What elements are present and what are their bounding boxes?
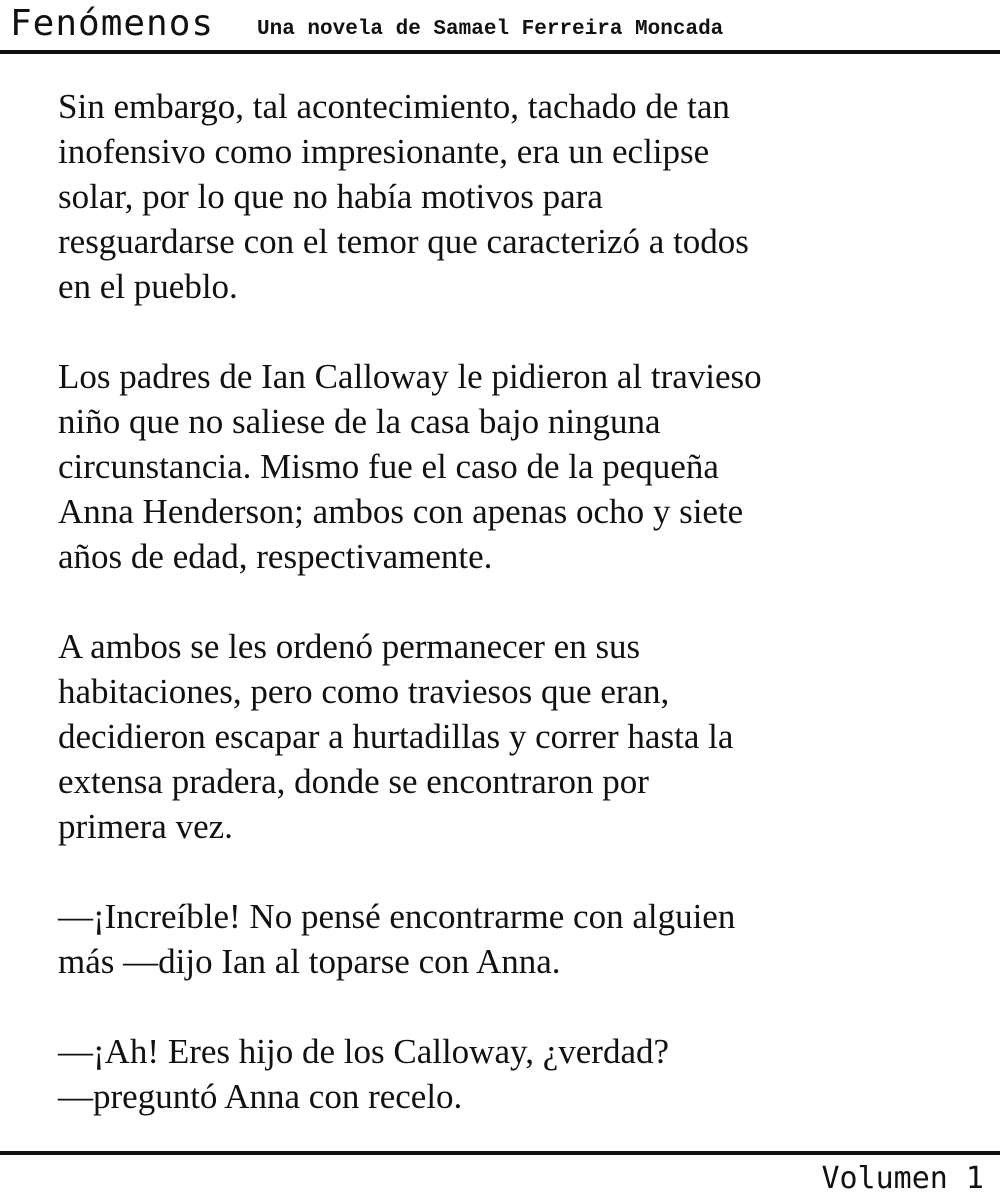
paragraph-3: A ambos se les ordenó permanecer en sus habitaciones, pero como traviesos que eran, decidieron escapar a hurtadillas y correr hasta la extensa pradera, donde se encontraron por primera vez. (58, 627, 734, 846)
book-subtitle: Una novela de Samael Ferreira Moncada (257, 18, 724, 41)
page-header (0, 0, 1000, 54)
page-footer (0, 1151, 1000, 1200)
paragraph-1: Sin embargo, tal acontecimiento, tachado de tan inofensivo como impresionante, era un eclipse solar, por lo que no había motivos para resguardarse con el temor que caracterizó a todos en el pueblo. (58, 87, 749, 306)
page-body (58, 84, 958, 1119)
book-title: Fenómenos (10, 3, 215, 44)
paragraph-2: Los padres de Ian Calloway le pidieron al travieso niño que no saliese de la casa bajo ninguna circunstancia. Mismo fue el caso de la pequeña Anna Henderson; ambos con apenas ocho y siete años de edad, respectivamente. (58, 357, 762, 576)
paragraph-4: —¡Increíble! No pensé encontrarme con alguien más —dijo Ian al toparse con Anna. (58, 897, 736, 981)
volume-label: Volumen 1 (821, 1161, 984, 1196)
paragraph-5: —¡Ah! Eres hijo de los Calloway, ¿verdad? —preguntó Anna con recelo. (58, 1032, 670, 1116)
